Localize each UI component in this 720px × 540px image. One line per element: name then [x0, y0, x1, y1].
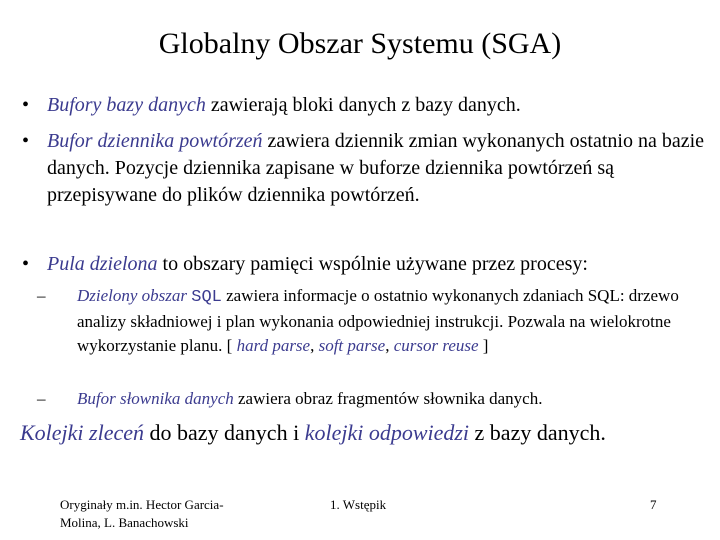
bullet-database-buffers: [22, 92, 712, 119]
dash-icon: –: [37, 389, 46, 408]
bullet-text: to obszary pamięci wspólnie używane przez procesy:: [157, 253, 588, 275]
sub-bullet-text: zawiera obraz fragmentów słownika danych.: [233, 389, 543, 408]
footer-chapter: 1. Wstępik: [330, 497, 387, 512]
slide-title: Globalny Obszar Systemu (SGA): [158, 27, 562, 60]
sub-bullet-term: Dzielony obszar: [77, 286, 192, 305]
bullet-term: Bufor dziennika powtórzeń: [47, 130, 263, 152]
soft-parse-term: soft parse: [318, 336, 386, 355]
bullet-icon: •: [22, 253, 30, 275]
sub-bullet-shared-sql-area: – Dzielony obszar SQL zawiera informacje o ostatnio wykonanych zdaniach SQL: drzewo analizy składniowej i plan wykonania odpowiedniej instrukcji. Pozwala na wielokrotne wykorzystanie planu. [ hard parse, soft parse, cursor reuse ]: [37, 286, 679, 355]
footer-authors: Oryginały m.in. Hector Garcia-Molina, L. Banachowski: [60, 497, 224, 530]
bullet-icon: •: [22, 94, 30, 116]
bullet-icon: •: [22, 130, 30, 152]
bullet-redo-log-buffer: [22, 128, 712, 209]
bullet-shared-pool: [22, 251, 712, 278]
footer-page-number: 7: [650, 497, 657, 512]
bullet-text: zawierają bloki danych z bazy danych.: [205, 94, 521, 116]
dash-icon: –: [37, 286, 46, 305]
cursor-reuse-term: cursor reuse: [393, 336, 479, 355]
queues-term-responses: kolejki odpowiedzi: [304, 420, 470, 445]
sub-bullet-term: Bufor słownika danych: [77, 389, 234, 408]
sub-bullet-dictionary-cache: [37, 387, 705, 411]
queues-term-requests: Kolejki zleceń: [20, 420, 145, 445]
sub-bullet-text: zawiera informacje o ostatnio wykonanych zdaniach SQL: drzewo analizy składniowej i plan wykonania odpowiedniej instrukcji. Pozwala na wielokrotne wykorzystanie planu. [: [77, 286, 679, 355]
sub-bullet-term-code: SQL: [191, 288, 222, 307]
queues-line: Kolejki zleceń do bazy danych i kolejki odpowiedzi z bazy danych.: [20, 420, 606, 445]
bullet-text: zawiera dziennik zmian wykonanych ostatnio na bazie danych. Pozycje dziennika zapisane w buforze dziennika powtórzeń są przepisywane do plików dziennika powtórzeń.: [47, 130, 705, 206]
hard-parse-term: hard parse: [236, 336, 311, 355]
bullet-term: Pula dzielona: [47, 253, 158, 275]
bullet-term: Bufory bazy danych: [47, 94, 206, 116]
